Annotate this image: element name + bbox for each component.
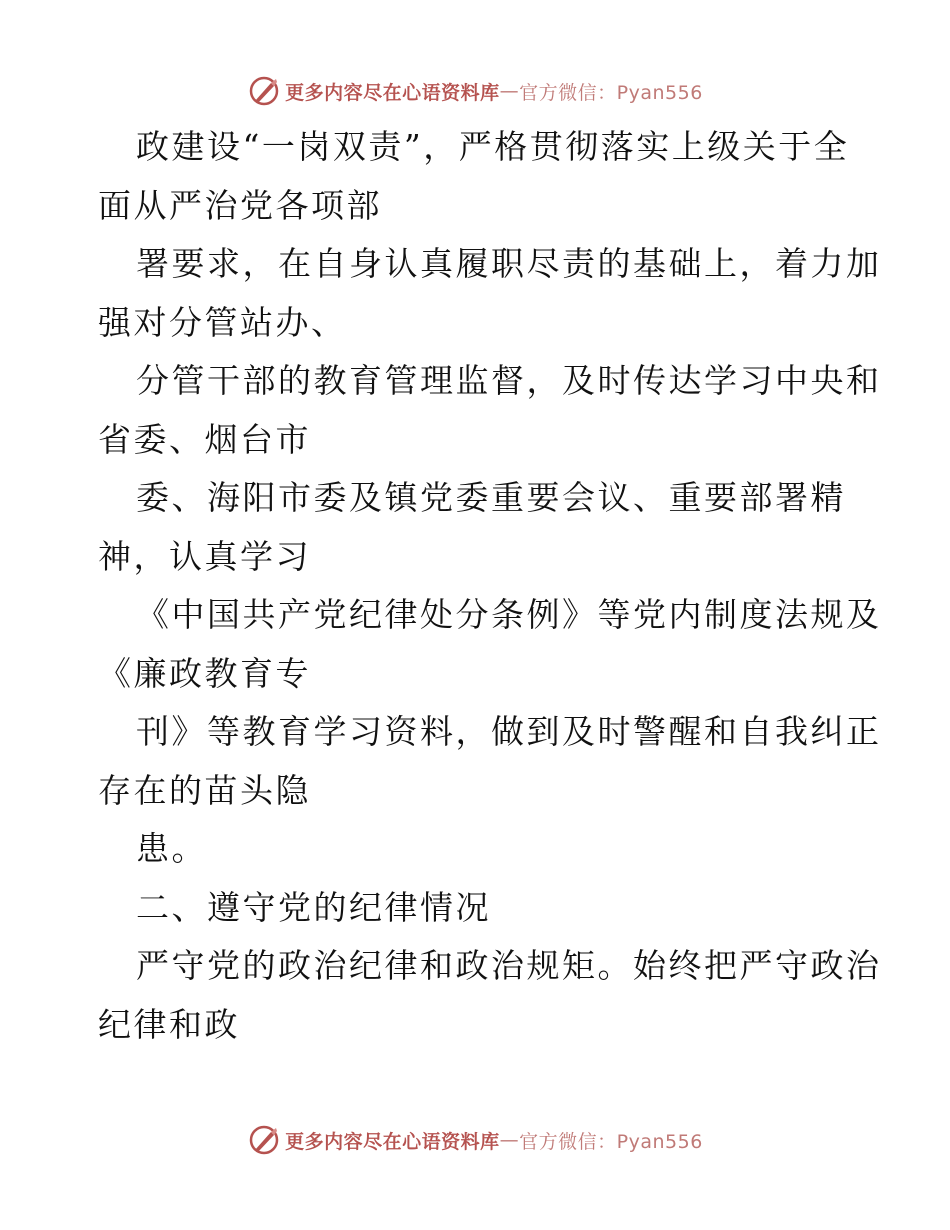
body-line: 患。 bbox=[136, 829, 207, 868]
watermark-wechat-text: 官方微信：Pyan556 bbox=[519, 81, 703, 104]
body-line: 政建设“一岗双责”，严格贯彻落实上级关于全 bbox=[136, 127, 850, 166]
body-line: 省委、烟台市 bbox=[98, 419, 311, 459]
quill-pen-logo-icon bbox=[247, 74, 281, 108]
body-line: 存在的苗头隐 bbox=[98, 770, 311, 810]
quill-pen-logo-icon bbox=[247, 1123, 281, 1157]
body-line: 《中国共产党纪律处分条例》等党内制度法规及 bbox=[136, 595, 882, 634]
body-line: 严守党的政治纪律和政治规矩。始终把严守政治 bbox=[136, 946, 882, 985]
watermark-main-text: 更多内容尽在心语资料库 bbox=[285, 81, 500, 104]
header-watermark bbox=[0, 71, 950, 111]
body-line: 面从严治党各项部 bbox=[98, 185, 382, 225]
body-line: 神，认真学习 bbox=[98, 536, 311, 576]
body-line: 强对分管站办、 bbox=[98, 302, 347, 342]
watermark-dash: — bbox=[499, 80, 520, 102]
footer-watermark bbox=[0, 1120, 950, 1160]
body-line: 分管干部的教育管理监督，及时传达学习中央和 bbox=[136, 361, 882, 400]
body-line: 《廉政教育专 bbox=[98, 653, 311, 693]
document-body bbox=[98, 118, 882, 1054]
watermark-dash: — bbox=[499, 1129, 520, 1151]
body-line: 署要求，在自身认真履职尽责的基础上，着力加 bbox=[136, 244, 882, 283]
section-heading: 二、遵守党的纪律情况 bbox=[136, 887, 491, 927]
watermark-wechat-text: 官方微信：Pyan556 bbox=[519, 1130, 703, 1153]
watermark-main-text: 更多内容尽在心语资料库 bbox=[285, 1130, 500, 1153]
body-line: 刊》等教育学习资料，做到及时警醒和自我纠正 bbox=[136, 712, 882, 751]
body-line: 委、海阳市委及镇党委重要会议、重要部署精 bbox=[136, 478, 846, 517]
body-line: 纪律和政 bbox=[98, 1004, 240, 1044]
